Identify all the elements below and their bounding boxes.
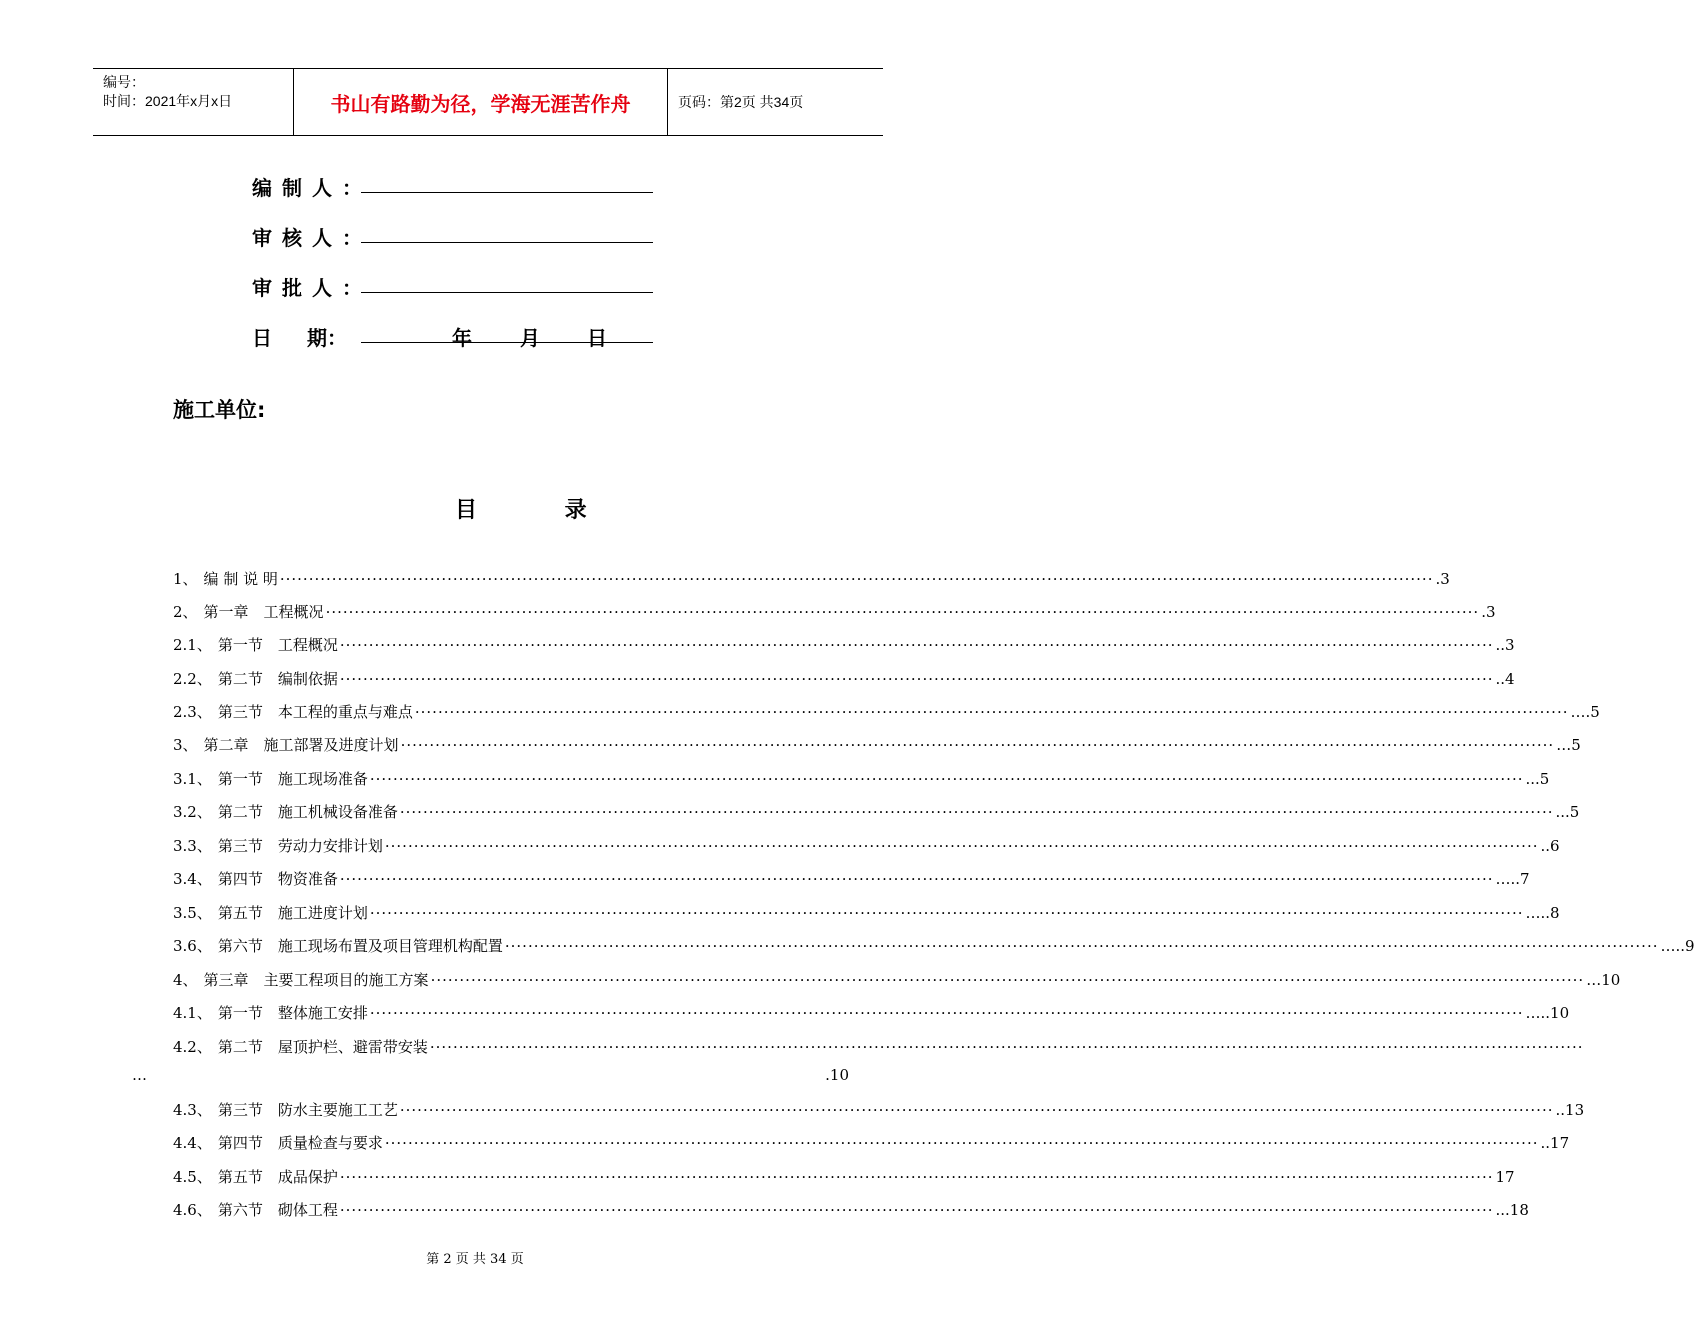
page-footer: 第 2 页 共 34 页 <box>426 1252 524 1267</box>
toc-entry-title: 第四节 质量检查与要求 <box>217 1134 383 1152</box>
compiler-line <box>361 192 653 193</box>
toc-entry-page: ...5 <box>1525 770 1550 788</box>
toc-entry-title: 第二章 施工部署及进度计划 <box>203 736 399 754</box>
toc-entry[interactable] <box>173 1099 1585 1121</box>
toc-entry[interactable] <box>173 835 1560 857</box>
toc-entry-page: …..7 <box>1495 870 1530 888</box>
toc-entry-title: 第一节 工程概况 <box>217 636 338 654</box>
toc-entry-title: 第一节 施工现场准备 <box>217 770 368 788</box>
toc-entry-number: 4.3、 <box>173 1101 212 1119</box>
toc-entry[interactable] <box>173 668 1515 690</box>
compiler-label: 编制人： <box>252 176 372 200</box>
reviewer-label: 审核人： <box>252 226 372 250</box>
toc-entry[interactable] <box>173 801 1580 823</box>
toc-entry-number: 4.5、 <box>173 1168 212 1186</box>
toc-leader-dots: ········································································································································································································ <box>384 1134 1539 1152</box>
toc-entry-number: 3.6、 <box>173 937 212 955</box>
toc-entry-number: 3.2、 <box>173 803 212 821</box>
toc-entry-page: …..10 <box>1525 1004 1570 1022</box>
reviewer-line <box>361 242 653 243</box>
toc-entry-page: ...5 <box>1555 803 1580 821</box>
toc-entry-title: 第四节 物资准备 <box>217 870 338 888</box>
construction-unit-label: 施工单位: <box>173 398 266 422</box>
toc-entry-title: 第三节 劳动力安排计划 <box>217 837 383 855</box>
toc-entry-title: 第二节 施工机械设备准备 <box>217 803 398 821</box>
toc-entry[interactable] <box>173 1036 1584 1058</box>
toc-leader-dots: ········································································································································································································ <box>279 570 1434 588</box>
toc-entry-page: ..17 <box>1540 1134 1570 1152</box>
toc-entry[interactable] <box>173 768 1550 790</box>
toc-wrap-dots: … <box>132 1066 147 1084</box>
toc-leader-dots: ········································································································································································································ <box>339 1168 1494 1186</box>
toc-entry-number: 4、 <box>173 971 198 989</box>
toc-entry-title: 第二节 屋顶护栏、避雷带安装 <box>217 1038 428 1056</box>
toc-entry-page: ..3 <box>1495 636 1515 654</box>
toc-entry-page: 17 <box>1495 1168 1515 1186</box>
toc-entry-title: 第六节 施工现场布置及项目管理机构配置 <box>217 937 503 955</box>
toc-entry-number: 2、 <box>173 603 198 621</box>
toc-entry[interactable] <box>173 734 1581 756</box>
toc-entry[interactable] <box>173 1166 1515 1188</box>
toc-entry-page: ….5 <box>1570 703 1600 721</box>
toc-entry-title: 第一章 工程概况 <box>203 603 324 621</box>
toc-entry[interactable] <box>173 1132 1570 1154</box>
toc-leader-dots: ········································································································································································································ <box>339 1201 1494 1219</box>
toc-entry-number: 3.1、 <box>173 770 212 788</box>
toc-leader-dots: ········································································································································································································ <box>339 870 1494 888</box>
toc-entry-title: 编 制 说 明 <box>203 570 278 588</box>
toc-entry[interactable] <box>173 902 1560 924</box>
toc-entry-title: 第五节 成品保护 <box>217 1168 338 1186</box>
approver-label: 审批人： <box>252 276 372 300</box>
toc-entry-page: …5 <box>1556 736 1581 754</box>
toc-entry-number: 4.1、 <box>173 1004 212 1022</box>
header-meta-cell <box>93 69 294 135</box>
toc-entry-page: ..6 <box>1540 837 1560 855</box>
toc-entry-page: .3 <box>1481 603 1496 621</box>
toc-entry-page: ...18 <box>1495 1201 1529 1219</box>
toc-entry-title: 第一节 整体施工安排 <box>217 1004 368 1022</box>
toc-leader-dots: ········································································································································································································ <box>399 1101 1554 1119</box>
toc-entry[interactable] <box>173 601 1496 623</box>
toc-entry-number: 3.4、 <box>173 870 212 888</box>
toc-entry-number: 1、 <box>173 570 198 588</box>
toc-leader-dots: ········································································································································································································ <box>400 736 1555 754</box>
toc-entry-number: 2.3、 <box>173 703 212 721</box>
toc-leader-dots: ········································································································································································································ <box>369 904 1524 922</box>
code-label: 编号： <box>103 74 145 90</box>
toc-entry-number: 4.6、 <box>173 1201 212 1219</box>
toc-leader-dots: ········································································································································································································ <box>369 1004 1524 1022</box>
toc-leader-dots: ········································································································································································································ <box>339 636 1494 654</box>
header-motto: 书山有路勤为径，学海无涯苦作舟 <box>294 69 668 135</box>
date-label: 日 期： <box>252 326 347 350</box>
header-page-info: 页码：第2页 共34页 <box>678 94 804 110</box>
toc-entry-page: .10 <box>825 1066 849 1084</box>
toc-entry-title: 第三节 防水主要施工工艺 <box>217 1101 398 1119</box>
page-header <box>93 68 883 136</box>
toc-entry-number: 3.5、 <box>173 904 212 922</box>
toc-entry[interactable] <box>173 935 1695 957</box>
toc-leader-dots: ········································································································································································································ <box>430 971 1585 989</box>
date-month: 月 <box>520 326 540 350</box>
date-day: 日 <box>587 326 607 350</box>
toc-leader-dots: ········································································································································································································ <box>384 837 1539 855</box>
toc-entry-wrap <box>132 1066 849 1088</box>
toc-leader-dots: ········································································································································································································ <box>414 703 1569 721</box>
toc-entry-title: 第五节 施工进度计划 <box>217 904 368 922</box>
toc-leader-dots: ········································································································································································································ <box>325 603 1480 621</box>
approver-line <box>361 292 653 293</box>
toc-leader-dots: ········································································································································································································ <box>504 937 1659 955</box>
toc-entry-number: 4.4、 <box>173 1134 212 1152</box>
toc-entry-title: 第六节 砌体工程 <box>217 1201 338 1219</box>
toc-entry[interactable] <box>173 969 1621 991</box>
toc-leader-dots: ········································································································································································································ <box>429 1038 1584 1056</box>
toc-entry-title: 第三节 本工程的重点与难点 <box>217 703 413 721</box>
toc-entry-number: 2.1、 <box>173 636 212 654</box>
date-line <box>361 342 653 343</box>
toc-entry-number: 4.2、 <box>173 1038 212 1056</box>
toc-entry-title: 第二节 编制依据 <box>217 670 338 688</box>
toc-entry-page: …10 <box>1586 971 1621 989</box>
toc-entry-page: …..9 <box>1660 937 1695 955</box>
toc-leader-dots: ········································································································································································································ <box>369 770 1524 788</box>
toc-leader-dots: ········································································································································································································ <box>339 670 1494 688</box>
toc-entry[interactable] <box>173 1199 1529 1221</box>
toc-entry-title: 第三章 主要工程项目的施工方案 <box>203 971 429 989</box>
toc-entry-number: 3.3、 <box>173 837 212 855</box>
toc-entry-page: ..4 <box>1495 670 1515 688</box>
toc-entry[interactable] <box>173 1002 1570 1024</box>
time-label: 时间：2021年x月x日 <box>103 93 233 109</box>
toc-entry-number: 2.2、 <box>173 670 212 688</box>
toc-entry-number: 3、 <box>173 736 198 754</box>
date-year: 年 <box>452 326 472 350</box>
toc-title: 目 录 <box>455 498 627 523</box>
toc-entry-page: …..8 <box>1525 904 1560 922</box>
toc-entry-page: ..13 <box>1555 1101 1585 1119</box>
toc-entry[interactable] <box>173 568 1450 590</box>
toc-entry-page: .3 <box>1435 570 1450 588</box>
toc-entry[interactable] <box>173 701 1600 723</box>
toc-leader-dots: ········································································································································································································ <box>399 803 1554 821</box>
toc-entry[interactable] <box>173 634 1515 656</box>
toc-entry[interactable] <box>173 868 1530 890</box>
